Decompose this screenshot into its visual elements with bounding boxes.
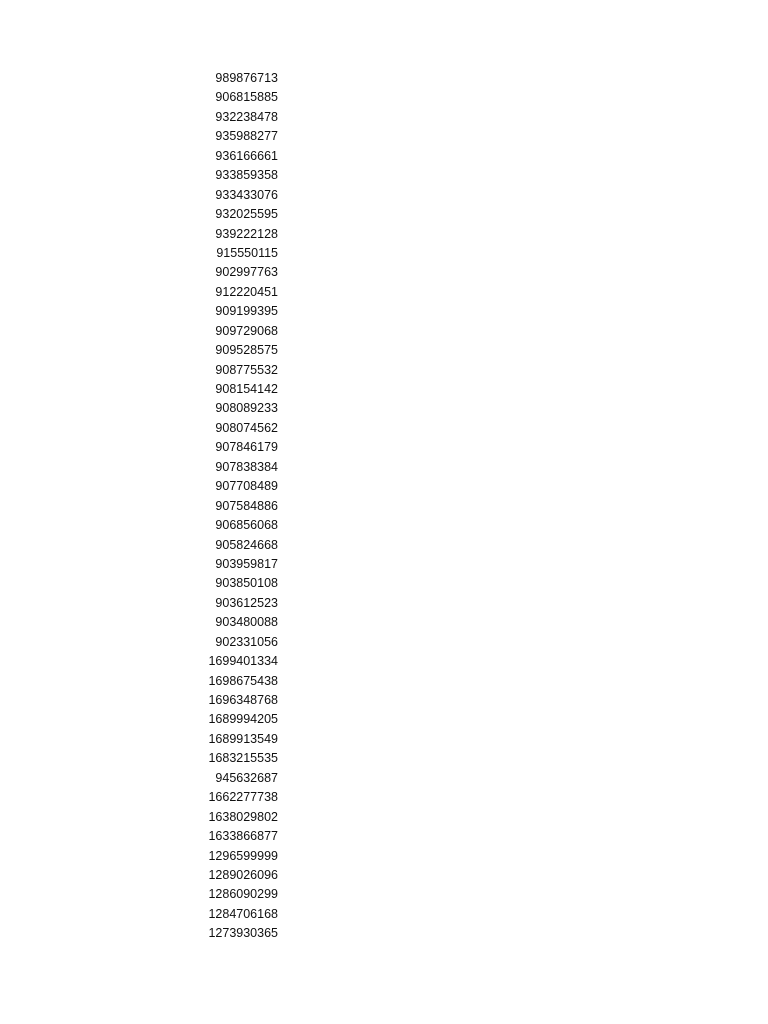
number-row: 1699401334 [208, 654, 278, 669]
number-column [180, 69, 278, 944]
number-row: 1689994205 [208, 712, 278, 727]
number-row: 935988277 [215, 129, 278, 144]
number-row: 945632687 [215, 770, 278, 785]
number-row: 1286090299 [208, 887, 278, 902]
number-row: 912220451 [215, 284, 278, 299]
number-row: 933433076 [215, 187, 278, 202]
number-row: 903959817 [215, 556, 278, 571]
number-row: 906856068 [215, 518, 278, 533]
number-row: 1683215535 [208, 751, 278, 766]
number-row: 909199395 [215, 304, 278, 319]
number-row: 908154142 [215, 382, 278, 396]
number-row: 939222128 [215, 226, 278, 241]
number-row: 909729068 [215, 323, 278, 338]
number-row: 932238478 [215, 109, 278, 124]
number-row: 1662277738 [208, 790, 278, 805]
number-row: 1689913549 [208, 731, 278, 746]
number-row: 902331056 [215, 634, 278, 649]
number-row: 908089233 [215, 401, 278, 416]
number-row: 932025595 [215, 207, 278, 222]
number-row: 1289026096 [208, 867, 278, 882]
number-row: 907708489 [215, 479, 278, 494]
number-row: 907584886 [215, 498, 278, 513]
number-row: 1633866877 [208, 829, 278, 844]
number-row: 908775532 [215, 362, 278, 377]
number-row: 1273930365 [208, 926, 278, 941]
number-row: 907846179 [215, 440, 278, 455]
number-row: 1284706168 [208, 906, 278, 921]
number-row: 1696348768 [208, 693, 278, 707]
number-row: 933859358 [215, 168, 278, 183]
number-row: 906815885 [215, 90, 278, 105]
number-row: 902997763 [215, 265, 278, 280]
number-row: 1638029802 [208, 809, 278, 824]
number-row: 903850108 [215, 576, 278, 591]
number-row: 909528575 [215, 343, 278, 358]
number-row: 1296599999 [208, 848, 278, 863]
number-row: 903612523 [215, 595, 278, 610]
number-row: 903480088 [215, 615, 278, 630]
number-row: 908074562 [215, 420, 278, 435]
number-row: 936166661 [215, 148, 278, 163]
number-row: 989876713 [215, 71, 278, 85]
number-row: 907838384 [215, 459, 278, 474]
number-row: 1698675438 [208, 673, 278, 688]
number-row: 915550115 [216, 245, 278, 260]
number-row: 905824668 [215, 537, 278, 552]
